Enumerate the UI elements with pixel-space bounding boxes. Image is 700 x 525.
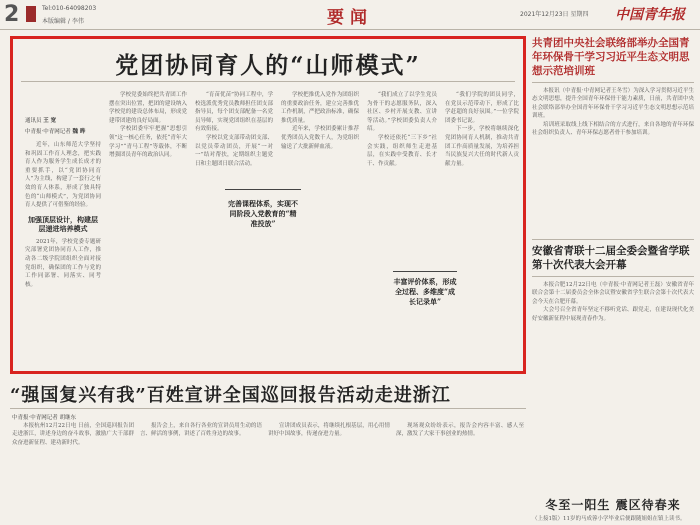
feature-column: 近年，山东师范大学坚持和巩固工作育人理念，把实践育人作为服务学生成长成才的重要抓手，以“党团协同育人”为主线，构建了一套行之有效的育人体系，形成了独具特色的“山师模式”，为党团协同育人提供了可借鉴的经验。 加强顶层设计，构建层层递进培养模式 2021年，学校党委专题研究部署党团协同育人工作，推动各二级学院团组织全面对接党组织，确保团的工作与党的工作同部署、同落实、同考核。 [25,142,101,288]
right-article-body: 本报合肥12月22日电（中青报·中青网记者王磊）安徽省青年联合会第十二届委员会全体会议暨安徽省学生联合会第十次代表大会今天在合肥开幕。 大会号召全省青年坚定不移听党话、跟党走，在建设现代化美好安徽新征程中展现青春作为。 [532,282,694,322]
contact-phone: Tel:010-64098203 [42,5,97,12]
feature-column: 学校把推优入党作为团组织的重要政治任务，建立完善推优工作机制，严把政治标准，确保推优质量。 近年来，学校团委累计推荐优秀团员入党数千人，为党组织输送了大批新鲜血液。 [281,92,359,150]
right-column [532,36,694,525]
bottom-column: 宣讲团成员表示，将继续扎根基层，用心用情讲好中国故事，传递奋进力量。 [268,423,390,438]
bottom-column: 本报杭州12月22日电 日前，全国巡回报告团走进浙江，讲述身边的奋斗故事，激励广大干部群众奋进新征程、建功新时代。 [12,423,134,446]
feature-column: “我们成立了以学生党员为骨干的志愿服务队，深入社区、乡村开展支教、宣讲等活动。”学校团委负责人介绍。 学校还依托“三下乡”社会实践，组织师生走进基层，在实践中受教育、长才干、作贡献。 [367,92,437,167]
issue-date: 2021年12月23日 星期四 [520,11,589,18]
page-editor: 本版编辑 / 李伟 [42,18,84,25]
byline: 中青报·中青网记者 魏 晔 [25,129,86,135]
subhead: 完善课程体系，实现不同阶段入党教育的“精准投放” [228,199,298,228]
feature-headline: 党团协同育人的“山师模式” [115,52,421,79]
headline-divider [21,81,515,82]
byline: 通讯员 王 宽 [25,118,57,124]
page-masthead [0,0,700,30]
bottom-column: 现场观众纷纷表示，报告会内容丰富、感人至深，激发了大家干事创业的热情。 [396,423,524,438]
feature-bylines [25,117,101,139]
feature-column: 学校党委始终把共青团工作摆在突出位置，把团的建设纳入学校党的建设总体布局，形成党建带团建的良好局面。 学校团委牢牢把握“思想引领”这一核心任务，依托“青年大学习”“青马工程”等载体，不断增强团员青年的政治认同。 [109,92,187,159]
feature-column: “我们学院的团员同学，在党员示范带动下，形成了比学赶超的良好氛围。”一位学院团委书记说。 下一步，学校将继续深化党团协同育人机制，推动共青团工作高质量发展，为培养担当民族复兴大任的时代新人贡献力量。 [445,92,519,167]
right-headline: 安徽省青联十二届全委会暨省学联第十次代表大会开幕 [532,245,690,271]
page-marker [26,6,36,22]
right-bottom-headline: 冬至一阳生 震区待春来 [545,498,681,512]
pull-quote: 丰富评价体系，形成全过程、多维度“成长记录单” [393,277,457,306]
feature-column: “育苗优苗”协同工程中，学校选派优秀党员教师担任团支部指导员，每个团支部配备一名党员导师，实现党团组织在基层的有效衔接。 学校以党支部带动团支部、以党员带动团员，开展“一对一”结对帮扶，定期组织主题党日和主题团日联合活动。 [195,92,273,167]
right-headline: 共青团中央社会联络部举办全国青年环保骨干学习习近平生态文明思想示范培训班 [532,37,690,77]
right-article-body: 本报讯（中青报·中青网记者王冬雪）为深入学习贯彻习近平生态文明思想，提升全国青年环保骨干能力素质，日前，共青团中央社会联络部举办全国青年环保骨干学习习近平生态文明思想示范培训班。 培训班采取线上线下相结合的方式进行，来自各地的青年环保社会组织负责人、青年环保志愿者骨干参加培训。 [532,88,694,137]
subhead: 加强顶层设计，构建层层递进培养模式 [28,214,98,233]
bottom-headline: “强国复兴有我”百姓宣讲全国巡回报告活动走进浙江 [10,385,451,406]
newspaper-logo: 中国青年报 [615,7,685,23]
section-title: 要闻 [327,8,373,28]
feature-article [10,36,526,374]
right-bottom-lead: （上接1版）11岁的马成蓉小学毕业后便跟随姐姐在镇上读书。 [532,516,686,522]
bottom-column: 报告会上，来自各行各业的宣讲员用生动的语言、鲜活的事例，讲述了百姓身边的故事。 [140,423,262,438]
bottom-byline: 中青报·中青网记者 胡继东 [12,415,76,421]
page-number: 2 [4,2,20,27]
